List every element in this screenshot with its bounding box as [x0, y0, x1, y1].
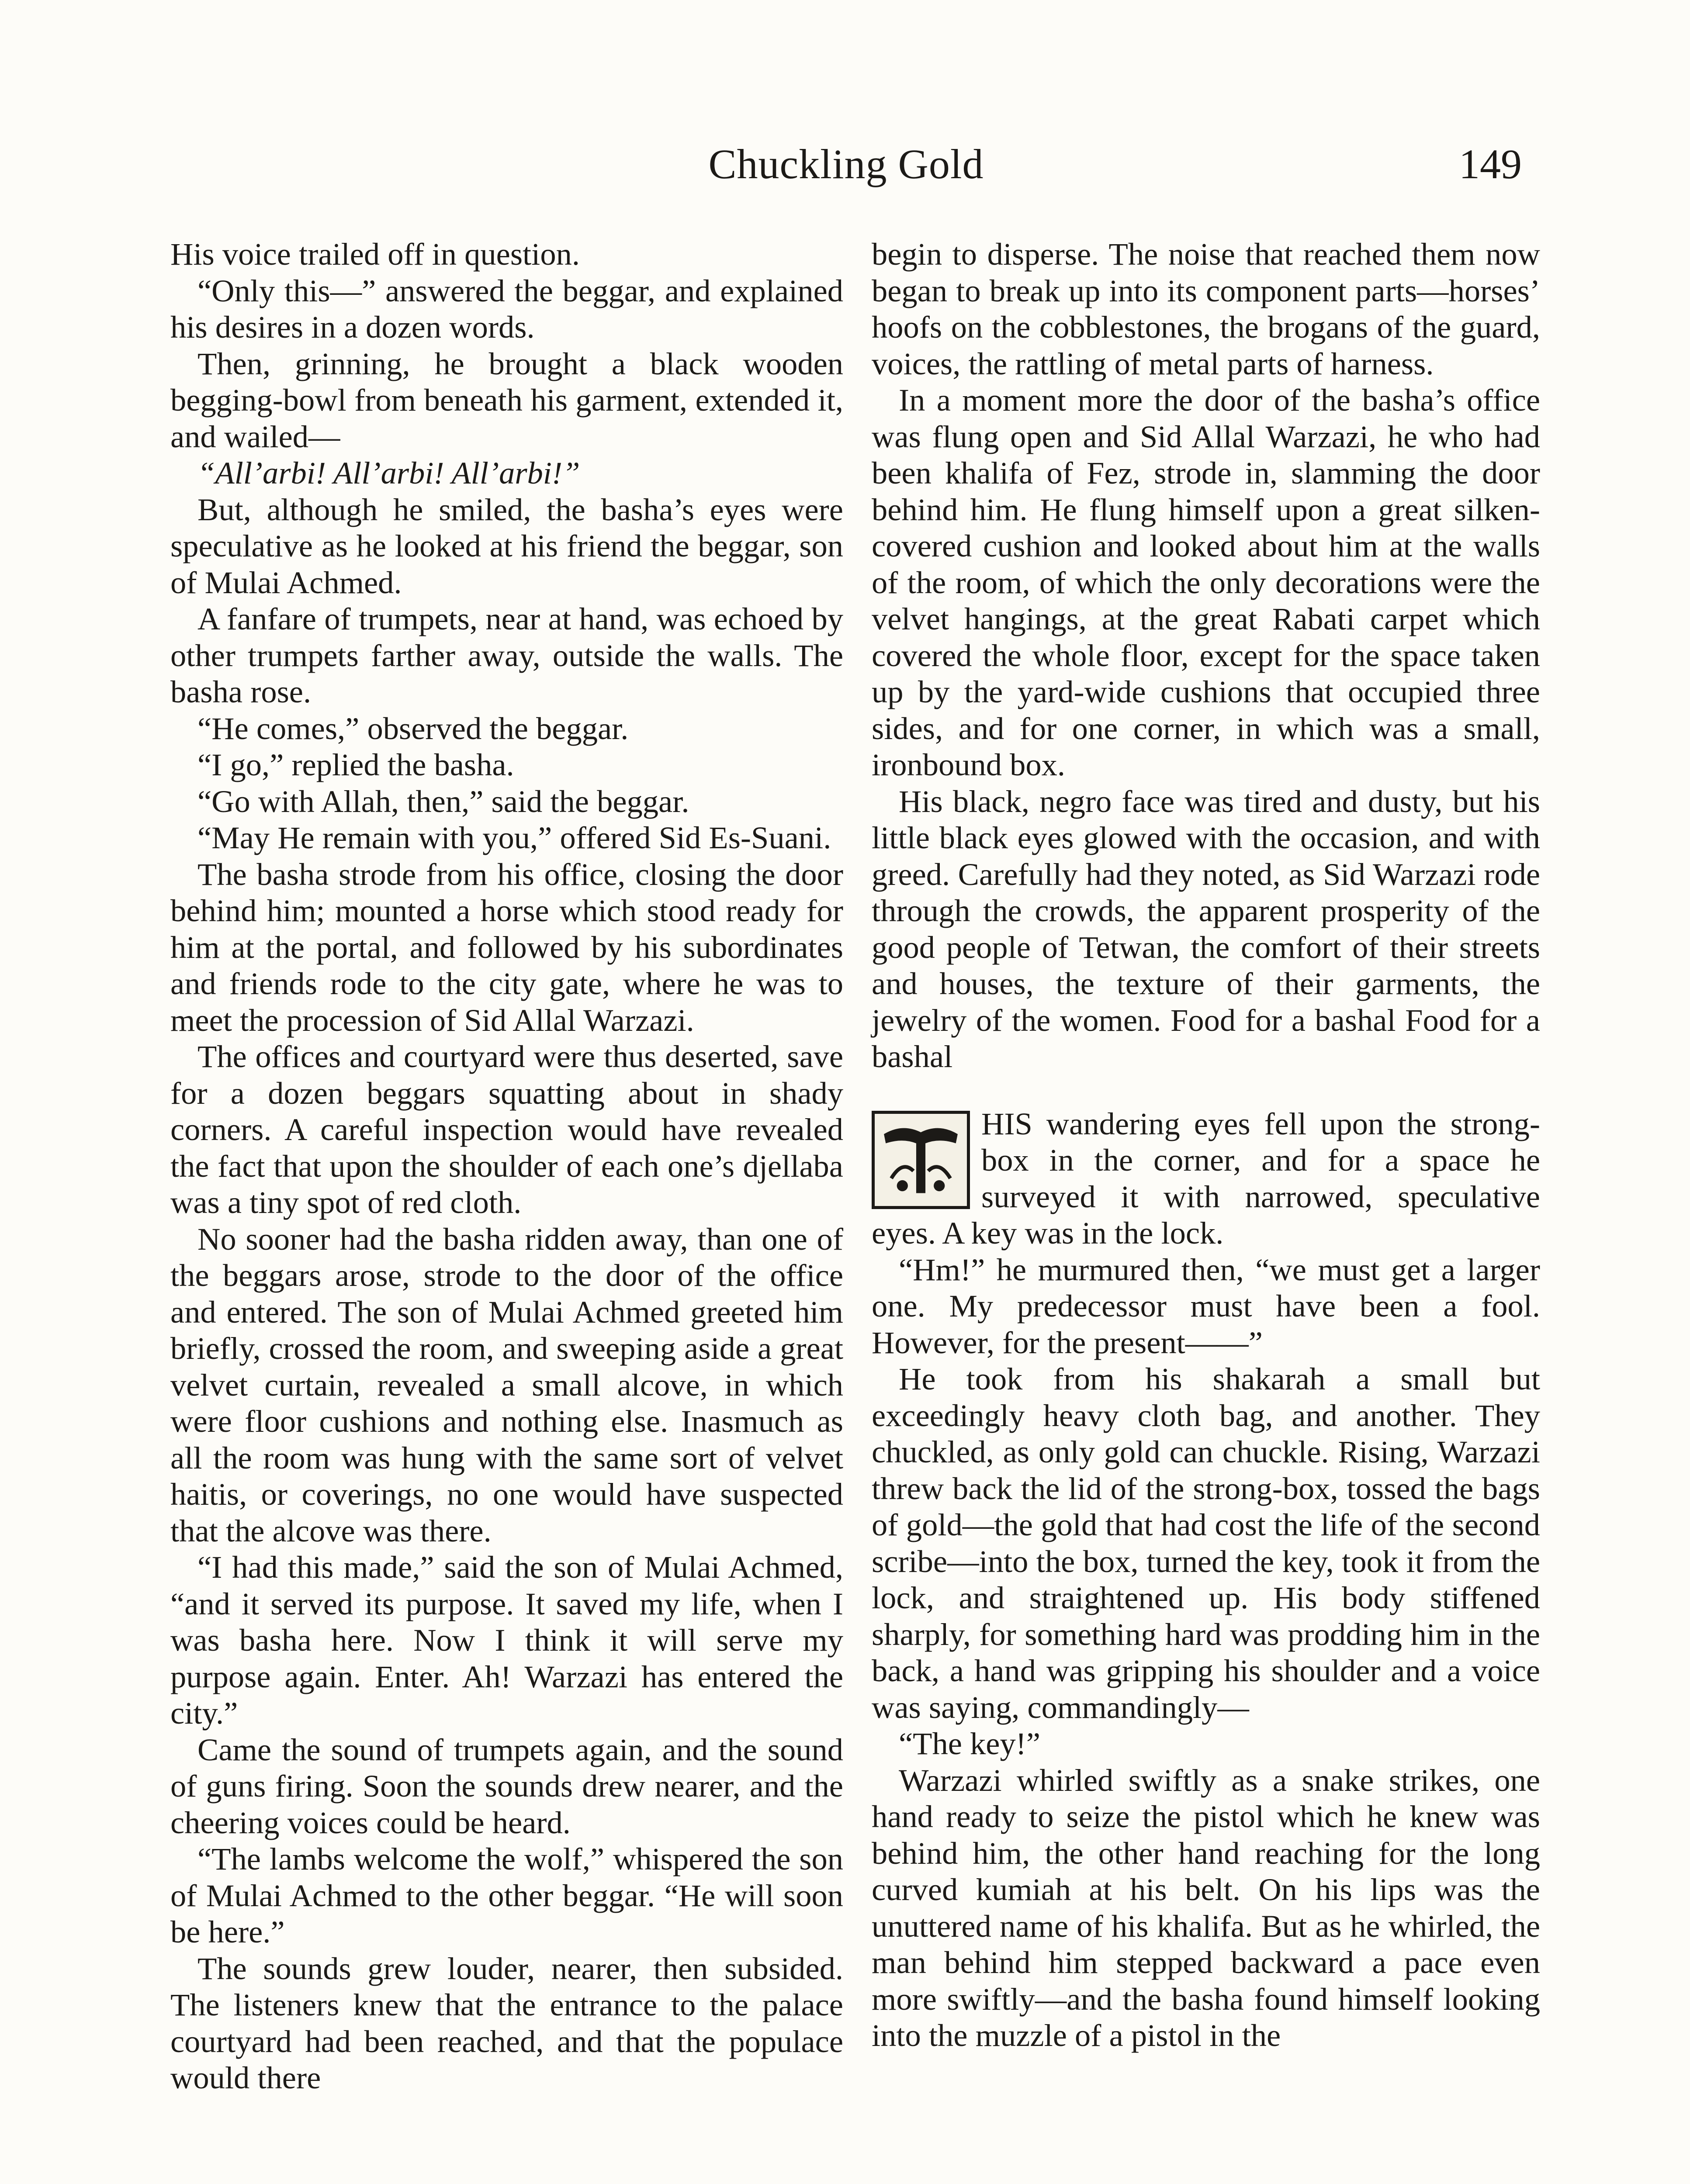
- paragraph: Came the sound of trumpets again, and the sound of guns firing. Soon the sounds drew nearer, and the cheering voices could be heard.: [170, 1731, 843, 1840]
- running-header: [170, 131, 1522, 197]
- paragraph: “All’arbi! All’arbi! All’arbi!”: [197, 455, 580, 491]
- paragraph: His voice trailed off in question.: [170, 236, 580, 272]
- paragraph: “Hm!” he murmured then, “we must get a larger one. My predecessor must have been a fool. However, for the present——”: [872, 1251, 1540, 1360]
- running-title: Chuckling Gold: [708, 141, 984, 187]
- paragraph: A fanfare of trumpets, near at hand, was echoed by other trumpets farther away, outside the walls. The basha rose.: [170, 601, 843, 709]
- page-number: 149: [1459, 141, 1522, 187]
- paragraph: “May He remain with you,” offered Sid Es-Suani.: [197, 820, 831, 855]
- paragraph: But, although he smiled, the basha’s eyes were speculative as he looked at his friend the beggar, son of Mulai Achmed.: [170, 491, 843, 600]
- paragraph: The offices and courtyard were thus deserted, save for a dozen beggars squatting about in shady corners. A careful inspection would have revealed the fact that upon the shoulder of each one’s djellaba was a tiny spot of red cloth.: [170, 1039, 843, 1220]
- paragraph: “The lambs welcome the wolf,” whispered the son of Mulai Achmed to the other beggar. “He will soon be here.”: [170, 1841, 843, 1949]
- paragraph: “I had this made,” said the son of Mulai Achmed, “and it served its purpose. It saved my life, when I was basha here. Now I think it will serve my purpose again. Enter. Ah! Warzazi has entered the city.”: [170, 1549, 843, 1731]
- paragraph: In a moment more the door of the basha’s office was flung open and Sid Allal Warzazi, he who had been khalifa of Fez, strode in, slamming the door behind him. He flung himself upon a great silken-covered cushion and looked about him at the walls of the room, of which the only decorations were the velvet hangings, at the great Rabati carpet which covered the whole floor, except for the space taken up by the yard-wide cushions that occupied three sides, and for one corner, in which was a small, ironbound box.: [872, 382, 1540, 782]
- paragraph: The sounds grew louder, nearer, then subsided. The listeners knew that the entrance to the palace courtyard had been reached, and that the populace would there: [170, 1950, 843, 2095]
- drop-cap-illustration: [875, 1114, 967, 1206]
- right-column: [872, 236, 1540, 2054]
- paragraph: “Go with Allah, then,” said the beggar.: [197, 783, 689, 819]
- paragraph: He took from his shakarah a small but exceedingly heavy cloth bag, and another. They chuckled, as only gold can chuckle. Rising, Warzazi threw back the lid of the strong-box, tossed the bags of gold—the gold that had cost the life of the second scribe—into the box, turned the key, took it from the lock, and straightened up. His body stiffened sharply, for something hard was prodding him in the back, a hand was gripping his shoulder and a voice was saying, commandingly—: [872, 1361, 1540, 1725]
- paragraph: Then, grinning, he brought a black wooden begging-bowl from beneath his garment, extended it, and wailed—: [170, 346, 843, 454]
- paragraph: “Only this—” answered the beggar, and explained his desires in a dozen words.: [170, 273, 843, 345]
- section-break: [872, 1075, 1540, 1106]
- paragraph: “I go,” replied the basha.: [197, 747, 514, 782]
- paragraph: begin to disperse. The noise that reached them now began to break up into its component parts—horses’ hoofs on the cobblestones, the brogans of the guard, voices, the rattling of metal parts of harness.: [872, 236, 1540, 381]
- left-column: [170, 236, 843, 2096]
- paragraph: “He comes,” observed the beggar.: [197, 710, 629, 746]
- paragraph: Warzazi whirled swiftly as a snake strikes, one hand ready to seize the pistol which he knew was behind him, the other hand reaching for the long curved kumiah at his belt. On his lips was the unuttered name of his khalifa. But as he whirled, the man behind him stepped backward a pace even more swiftly—and the basha found himself looking into the muzzle of a pistol in the: [872, 1762, 1540, 2053]
- paragraph: The basha strode from his office, closing the door behind him; mounted a horse which stood ready for him at the portal, and followed by his subordinates and friends rode to the city gate, where he was to meet the procession of Sid Allal Warzazi.: [170, 856, 843, 1038]
- paragraph: His black, negro face was tired and dusty, but his little black eyes glowed with the occasion, and with greed. Carefully had they noted, as Sid Warzazi rode through the crowds, the apparent prosperity of the good people of Tetwan, the comfort of their streets and houses, the texture of their garments, the jewelry of the women. Food for a bashal Food for a bashal: [872, 783, 1540, 1074]
- paragraph: “The key!”: [899, 1726, 1041, 1761]
- paragraph: No sooner had the basha ridden away, than one of the beggars arose, strode to the door of the office and entered. The son of Mulai Achmed greeted him briefly, crossed the room, and sweeping aside a great velvet curtain, revealed a small alcove, in which were floor cushions and nothing else. Inasmuch as all the room was hung with the same sort of velvet haitis, or coverings, no one would have suspected that the alcove was there.: [170, 1221, 843, 1548]
- ornamental-drop-cap-T-icon: [872, 1111, 970, 1209]
- paragraph: HIS wandering eyes fell upon the strong-box in the corner, and for a space he surveyed it with narrowed, speculative eyes. A key was in the lock.: [872, 1106, 1540, 1251]
